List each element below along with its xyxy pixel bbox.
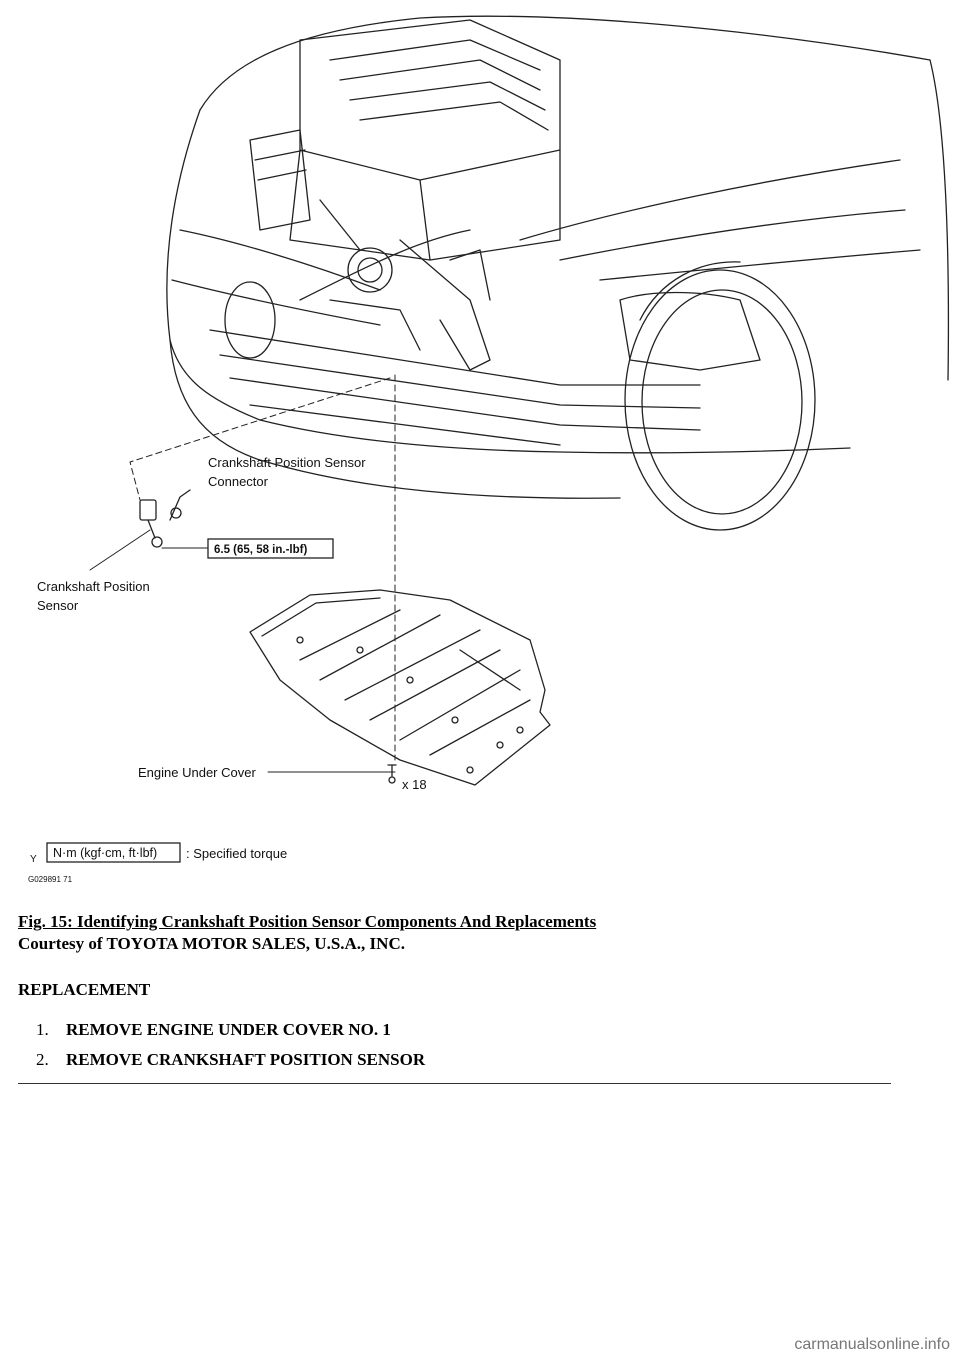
step-text: REMOVE ENGINE UNDER COVER NO. 1 [66,1020,391,1039]
figure-code: G029891 71 [28,875,73,884]
svg-text:6.5 (65, 58 in.-lbf): 6.5 (65, 58 in.-lbf) [214,544,308,556]
front-wheel [625,262,815,530]
leader-lines [90,530,395,772]
torque-legend [47,843,287,862]
label-crankshaft-position-sensor-2: Sensor [37,598,79,613]
label-crankshaft-position-sensor: Crankshaft Position [37,579,150,594]
legend-letter: Y [30,854,37,865]
crankshaft-position-sensor-part [140,490,190,547]
engine-under-cover-part [250,590,550,785]
step-number: 2. [36,1050,49,1069]
label-bolt-count: x 18 [402,777,427,792]
site-watermark: carmanualsonline.info [794,1336,950,1353]
step-number: 1. [36,1020,49,1039]
car-front-outline [167,16,949,498]
section-heading: REPLACEMENT [18,980,151,999]
reference-lines [130,375,395,760]
engine-assembly [250,20,560,370]
step-item [36,1048,425,1078]
horizontal-divider [18,1083,891,1084]
figure-caption-link[interactable]: Fig. 15: Identifying Crankshaft Position Sensor Components And Replacements [18,912,597,931]
label-sensor-connector-2: Connector [208,474,268,489]
courtesy-line: Courtesy of TOYOTA MOTOR SALES, U.S.A., INC. [18,934,405,953]
svg-text:N·m (kgf·cm, ft·lbf): N·m (kgf·cm, ft·lbf) [53,846,158,860]
label-engine-under-cover: Engine Under Cover [138,765,256,780]
bolt-icon [388,765,396,783]
label-sensor-connector: Crankshaft Position Sensor [208,455,366,470]
step-item [36,1018,425,1048]
svg-text:: Specified torque: : Specified torque [186,846,288,861]
replacement-steps [36,1018,425,1078]
step-text: REMOVE CRANKSHAFT POSITION SENSOR [66,1050,426,1069]
torque-spec-box [208,539,333,558]
